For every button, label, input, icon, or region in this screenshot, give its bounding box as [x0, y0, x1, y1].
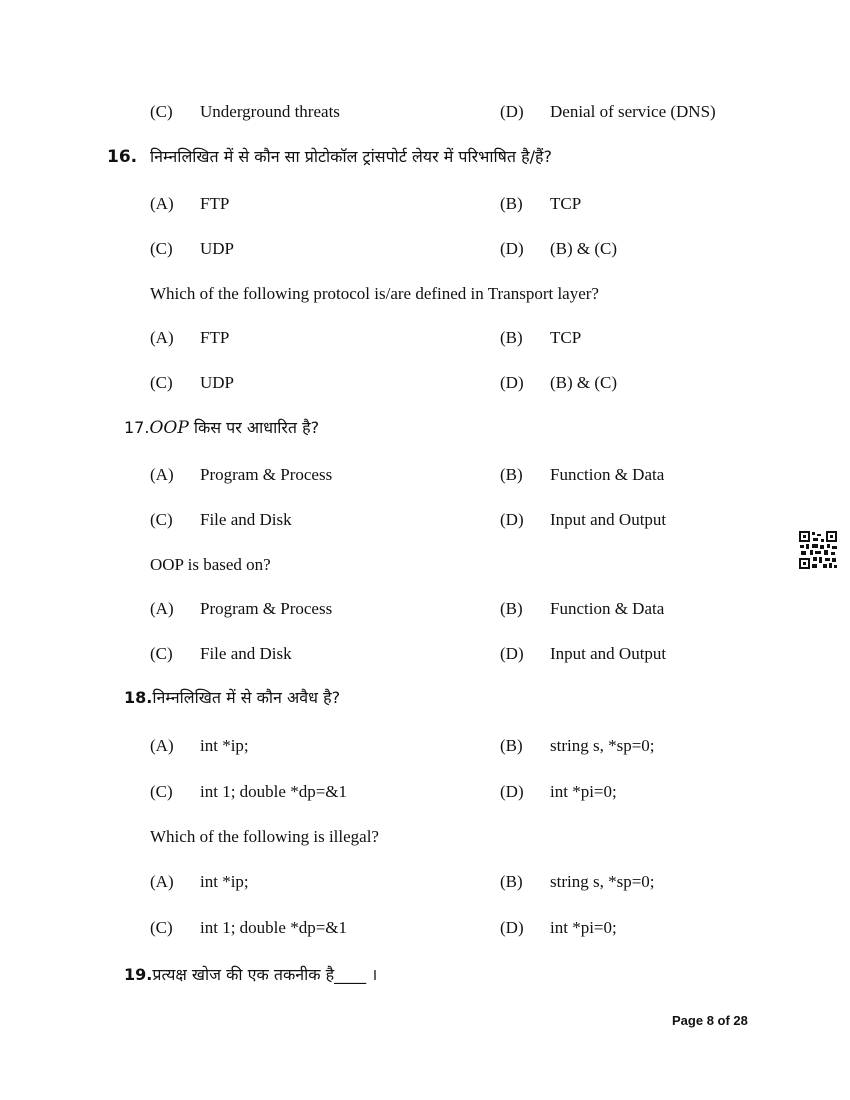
option-letter: (B) — [500, 872, 523, 891]
question-text-english: Which of the following protocol is/are defined in Transport layer? — [150, 284, 599, 303]
option-text: File and Disk — [200, 644, 292, 663]
option-text: (B) & (C) — [550, 373, 618, 392]
option-letter: (C) — [150, 644, 173, 663]
option-letter: (D) — [500, 918, 524, 937]
question-text-english: Which of the following is illegal? — [150, 827, 379, 846]
option-letter: (B) — [500, 736, 523, 755]
question-19-heading — [124, 964, 377, 986]
option-letter: (C) — [150, 373, 173, 392]
question-number: 19. — [124, 965, 153, 984]
option-text: string s, *sp=0; — [550, 872, 655, 891]
question-number: 18. — [124, 688, 153, 707]
option-text: int 1; double *dp=&1 — [200, 782, 347, 801]
option-text: FTP — [200, 328, 230, 347]
option-text: UDP — [200, 239, 235, 258]
option-letter: (A) — [150, 465, 174, 484]
option-letter: (C) — [150, 102, 173, 121]
question-text-hindi: निम्नलिखित में से कौन अवैध है? — [152, 688, 341, 707]
page-number: Page 8 of 28 — [672, 1013, 748, 1028]
option-text: Underground threats — [200, 102, 340, 121]
option-letter: (D) — [500, 102, 524, 121]
option-letter: (D) — [500, 644, 524, 663]
option-text: (B) & (C) — [550, 239, 618, 258]
option-letter: (D) — [500, 239, 524, 258]
option-text: int *pi=0; — [550, 782, 617, 801]
question-text-hindi: निम्नलिखित में से कौन सा प्रोटोकॉल ट्रांसपोर्ट लेयर में परिभाषित है/हैं? — [150, 147, 553, 166]
option-text: TCP — [550, 194, 582, 213]
option-letter: (D) — [500, 373, 524, 392]
option-text: Input and Output — [550, 510, 667, 529]
option-text: int *ip; — [200, 872, 249, 891]
option-letter: (C) — [150, 239, 173, 258]
question-text-english: OOP is based on? — [150, 555, 271, 574]
option-text: File and Disk — [200, 510, 292, 529]
option-letter: (B) — [500, 465, 523, 484]
question-18-heading — [124, 687, 340, 709]
option-text: Function & Data — [550, 599, 665, 618]
option-text: TCP — [550, 328, 582, 347]
question-text-hindi: किस पर आधारित है? — [188, 418, 320, 437]
option-letter: (C) — [150, 510, 173, 529]
option-text: Program & Process — [200, 599, 333, 618]
option-text: int 1; double *dp=&1 — [200, 918, 347, 937]
option-letter: (A) — [150, 872, 174, 891]
option-text: int *pi=0; — [550, 918, 617, 937]
option-text: Function & Data — [550, 465, 665, 484]
option-letter: (B) — [500, 599, 523, 618]
option-letter: (A) — [150, 194, 174, 213]
question-17-heading — [124, 417, 319, 439]
option-text: string s, *sp=0; — [550, 736, 655, 755]
option-letter: (C) — [150, 782, 173, 801]
option-letter: (A) — [150, 599, 174, 618]
option-letter: (B) — [500, 194, 523, 213]
question-number: 17. — [124, 418, 150, 437]
option-text: Denial of service (DNS) — [550, 102, 716, 121]
option-letter: (C) — [150, 918, 173, 937]
option-letter: (A) — [150, 328, 174, 347]
qr-code-icon — [798, 530, 838, 570]
option-text: UDP — [200, 373, 235, 392]
option-text: Input and Output — [550, 644, 667, 663]
option-letter: (D) — [500, 510, 524, 529]
option-letter: (D) — [500, 782, 524, 801]
option-text: Program & Process — [200, 465, 333, 484]
option-text: FTP — [200, 194, 230, 213]
question-text-hindi: प्रत्यक्ष खोज की एक तकनीक है____ । — [152, 965, 378, 984]
option-text: int *ip; — [200, 736, 249, 755]
option-letter: (B) — [500, 328, 523, 347]
oop-term: OOP — [149, 418, 189, 438]
option-letter: (A) — [150, 736, 174, 755]
question-number: 16. — [107, 147, 138, 167]
